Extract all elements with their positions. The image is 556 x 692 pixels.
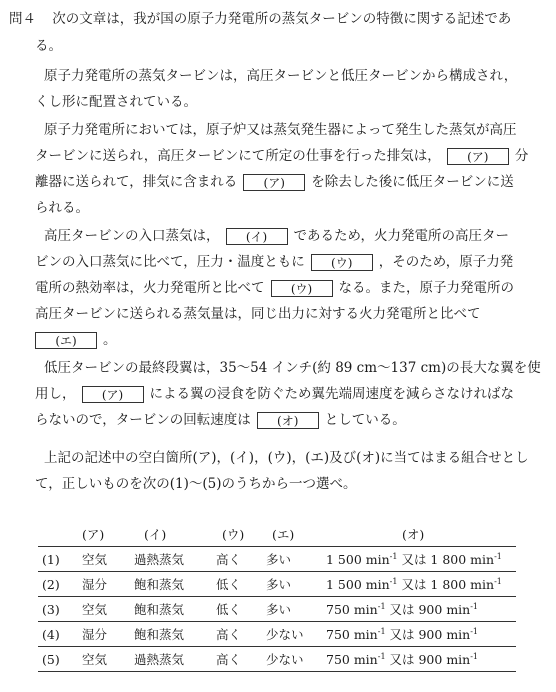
cell-a: 空気 (78, 547, 130, 572)
cell-i: 過熱蒸気 (130, 547, 212, 572)
choice-number: (1) (38, 547, 78, 572)
cell-o (322, 572, 516, 597)
speed-exponent: -1 (377, 601, 386, 611)
question-stem: 次の文章は，我が国の原子力発電所の蒸気タービンの特徴に関する記述であ (52, 11, 512, 27)
para3-line-5 (29, 330, 117, 350)
table-header-cell: (ア) (82, 527, 105, 542)
para3-line-2 (35, 252, 513, 272)
speed-or: 又は (385, 652, 419, 667)
instruction-line-1: 上記の記述中の空白箇所(ア)，(イ)，(ウ)，(エ)及び(オ)に当てはまる組合せとし (44, 450, 529, 466)
cell-i: 飽和蒸気 (130, 622, 212, 647)
para4-text: らないので，タービンの回転速度は (35, 412, 251, 428)
table-header-row (38, 522, 516, 547)
table-row (38, 647, 516, 672)
speed-value: 900 min (418, 627, 471, 642)
para2-line-3 (35, 172, 514, 192)
speed-exponent: -1 (494, 576, 502, 586)
speed-or: 又は (385, 627, 419, 642)
speed-or: 又は (397, 577, 431, 592)
blank-u-box: (ウ) (271, 280, 333, 297)
speed-value: 1 800 min (430, 552, 495, 567)
cell-e: 多い (262, 597, 322, 622)
para4-text: 用し， (35, 386, 76, 402)
blank-i-box: (イ) (226, 228, 288, 245)
cell-o (322, 647, 516, 672)
speed-exponent: -1 (494, 551, 502, 561)
table-header-cell: (オ) (402, 527, 425, 542)
table-header-cell: (ウ) (222, 527, 245, 542)
cell-o (322, 622, 516, 647)
para4-line-3 (35, 410, 406, 430)
cell-u: 高く (212, 547, 262, 572)
para4-text: による翼の浸食を防ぐため翼先端周速度を減らさなければな (149, 386, 514, 402)
choice-number: (5) (38, 647, 78, 672)
cell-e: 少ない (262, 647, 322, 672)
para3-line-4: 高圧タービンに送られる蒸気量は，同じ出力に対する火力発電所と比べて (35, 306, 481, 322)
blank-a-box: (ア) (243, 174, 305, 191)
choice-number: (2) (38, 572, 78, 597)
blank-u-box: (ウ) (311, 254, 373, 271)
para2-text: 離器に送られて，排気に含まれる (35, 174, 238, 190)
table-header-cell (38, 522, 78, 547)
table-header-cell: (エ) (272, 527, 295, 542)
para1-line-2: くし形に配置されている。 (35, 94, 197, 110)
para3-line-3 (35, 278, 514, 298)
question-number: 問４ (9, 11, 36, 27)
speed-exponent: -1 (470, 601, 479, 611)
choice-number: (4) (38, 622, 78, 647)
speed-exponent: -1 (470, 626, 479, 636)
para3-text: ，そのため，原子力発 (378, 254, 514, 270)
para3-text: 。 (103, 332, 117, 348)
speed-or: 又は (397, 552, 431, 567)
blank-o-box: (オ) (257, 412, 319, 429)
para2-text: 分 (514, 148, 529, 164)
choice-number: (3) (38, 597, 78, 622)
para2-line-1: 原子力発電所においては，原子炉又は蒸気発生器によって発生した蒸気が高圧 (44, 122, 517, 138)
speed-exponent: -1 (389, 576, 398, 586)
para3-text: 高圧タービンの入口蒸気は， (44, 228, 220, 244)
cell-o (322, 547, 516, 572)
cell-e: 多い (262, 572, 322, 597)
para4-line-1: 低圧タービンの最終段翼は，35～54 インチ(約 89 cm～137 cm)の長大な翼を使 (44, 360, 541, 376)
cell-i: 飽和蒸気 (130, 572, 212, 597)
para2-line-4: られる。 (35, 200, 89, 216)
speed-value: 900 min (418, 602, 471, 617)
cell-a: 湿分 (78, 572, 130, 597)
speed-or: 又は (385, 602, 419, 617)
cell-a: 空気 (78, 647, 130, 672)
para4-text: としている。 (324, 412, 406, 428)
blank-a-box: (ア) (82, 386, 144, 403)
cell-u: 高く (212, 647, 262, 672)
cell-i: 飽和蒸気 (130, 597, 212, 622)
para3-text: であるため，火力発電所の高圧ター (293, 228, 509, 244)
cell-u: 低く (212, 597, 262, 622)
speed-exponent: -1 (389, 551, 398, 561)
table-row (38, 597, 516, 622)
cell-a: 湿分 (78, 622, 130, 647)
speed-value: 1 500 min (326, 552, 390, 567)
instruction-line-2: て，正しいものを次の(1)～(5)のうちから一つ選べ。 (35, 476, 357, 492)
cell-u: 低く (212, 572, 262, 597)
para4-line-2 (35, 384, 514, 404)
speed-exponent: -1 (377, 626, 386, 636)
blank-a-box: (ア) (447, 148, 509, 165)
blank-e-box: (エ) (35, 332, 97, 349)
table-header-cell: (イ) (144, 527, 167, 542)
cell-e: 多い (262, 547, 322, 572)
speed-value: 900 min (418, 652, 471, 667)
speed-exponent: -1 (377, 651, 386, 661)
cell-o (322, 597, 516, 622)
para3-text: なる。また，原子力発電所の (338, 280, 514, 296)
cell-a: 空気 (78, 597, 130, 622)
speed-value: 1 500 min (326, 577, 390, 592)
speed-exponent: -1 (470, 651, 479, 661)
cell-u: 高く (212, 622, 262, 647)
para2-text: を除去した後に低圧タービンに送 (311, 174, 514, 190)
para3-line-1 (44, 226, 509, 246)
cell-e: 少ない (262, 622, 322, 647)
cell-i: 過熱蒸気 (130, 647, 212, 672)
table-row (38, 547, 516, 572)
speed-value: 750 min (326, 602, 378, 617)
para3-text: 電所の熱効率は，火力発電所と比べて (35, 280, 265, 296)
para3-text: ビンの入口蒸気に比べて，圧力・温度ともに (35, 254, 305, 270)
para1-line-1: 原子力発電所の蒸気タービンは，高圧タービンと低圧タービンから構成され， (44, 68, 518, 84)
speed-value: 750 min (326, 627, 378, 642)
table-row (38, 572, 516, 597)
table-row (38, 622, 516, 647)
question-line-1 (9, 9, 511, 29)
para2-text: タービンに送られ，高圧タービンにて所定の仕事を行った排気は， (35, 148, 441, 164)
speed-value: 1 800 min (430, 577, 495, 592)
answer-table (38, 522, 516, 672)
speed-value: 750 min (326, 652, 378, 667)
para2-line-2 (35, 146, 528, 166)
question-line-2: る。 (35, 38, 62, 54)
